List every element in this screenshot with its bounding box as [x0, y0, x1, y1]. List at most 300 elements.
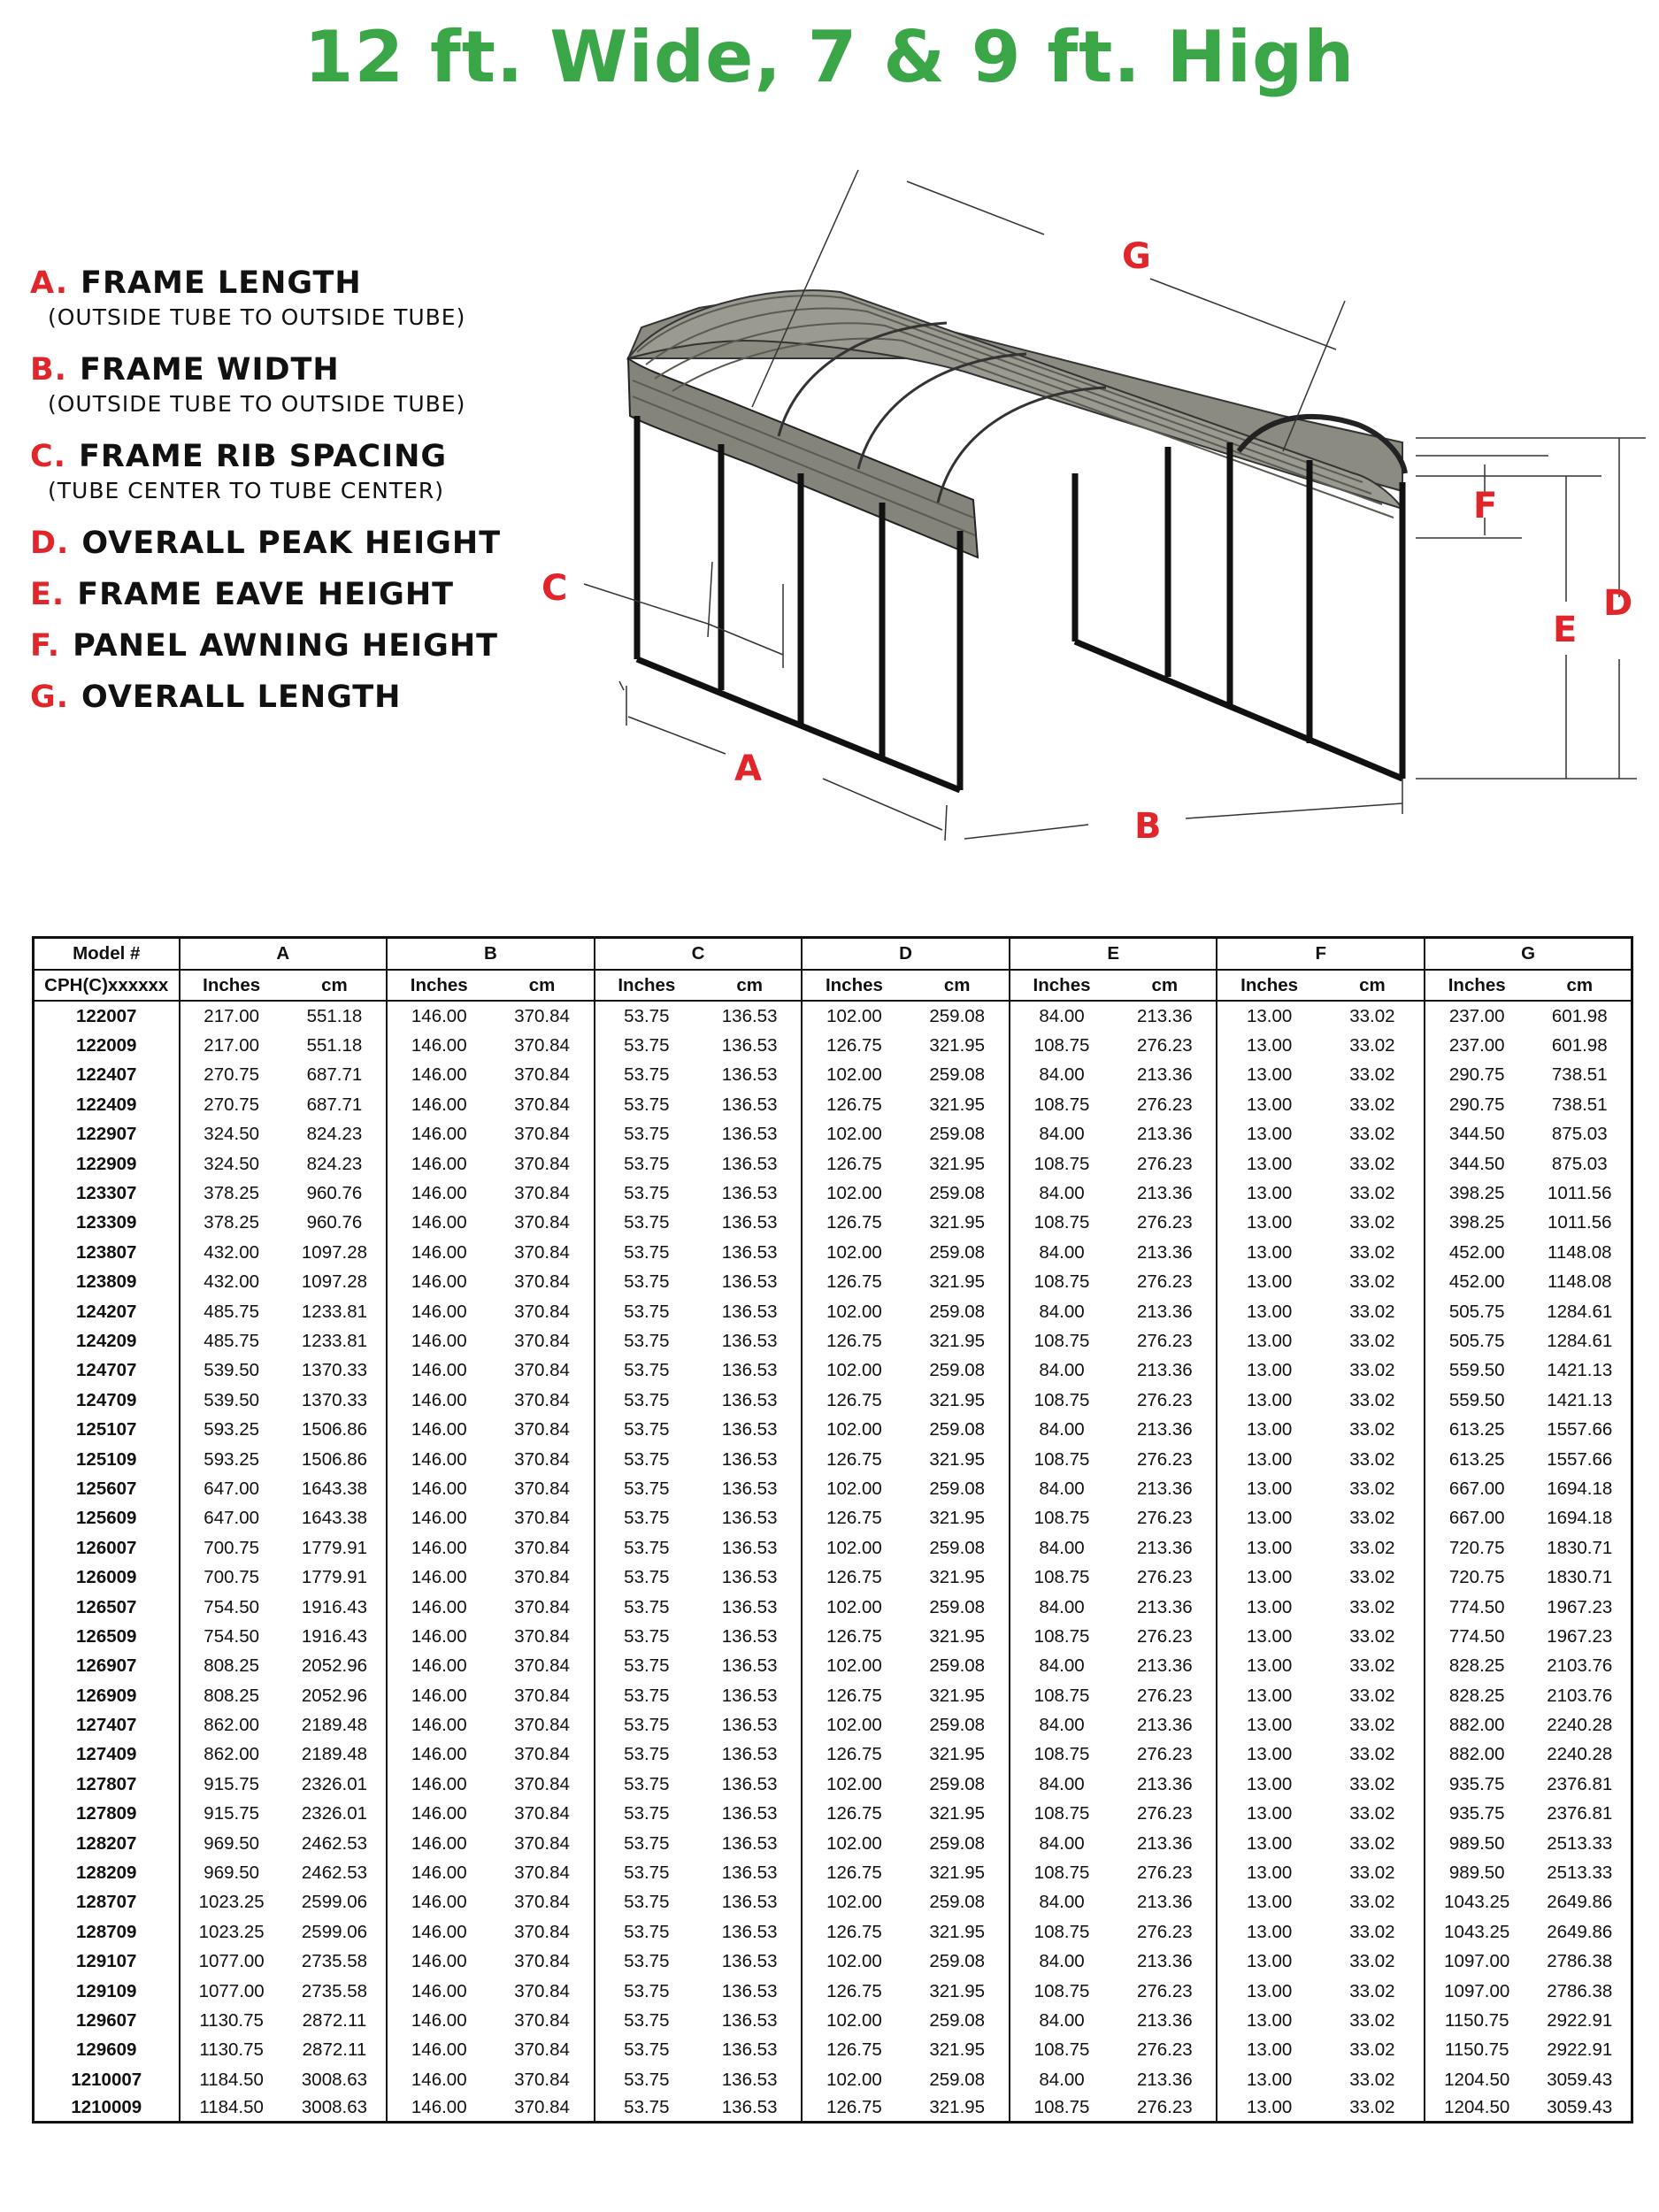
- value-cell: 370.84: [514, 1124, 570, 1145]
- value-cell: 321.95: [929, 1153, 986, 1174]
- header-unit-inches: Inches: [1425, 970, 1528, 1001]
- value-cell: 370.84: [514, 1360, 570, 1381]
- value-cell: 774.50: [1425, 1593, 1528, 1622]
- value-cell: 828.25: [1425, 1652, 1528, 1681]
- table-row: [34, 1710, 1632, 1740]
- model-cell: 124207: [76, 1301, 137, 1322]
- model-cell: 126009: [76, 1567, 137, 1588]
- carport-diagram: [531, 159, 1646, 885]
- table-header-groups: [34, 938, 1632, 971]
- table-row: [34, 1740, 1632, 1770]
- value-cell: 126.75: [802, 1917, 905, 1947]
- value-cell: 539.50: [180, 1356, 283, 1386]
- value-cell: 53.75: [595, 1652, 698, 1681]
- legend-letter: D.: [30, 526, 70, 561]
- legend-text: PANEL AWNING HEIGHT: [73, 628, 499, 664]
- value-cell: 3008.63: [301, 2069, 367, 2090]
- value-cell: 1694.18: [1547, 1508, 1613, 1529]
- value-cell: 33.02: [1349, 1183, 1395, 1204]
- value-cell: 33.02: [1349, 1064, 1395, 1086]
- value-cell: 146.00: [387, 2036, 490, 2065]
- value-cell: 370.84: [514, 1183, 570, 1204]
- legend-label: [30, 575, 579, 614]
- header-group: B: [387, 938, 595, 971]
- value-cell: 687.71: [306, 1064, 363, 1086]
- value-cell: 146.00: [387, 1297, 490, 1326]
- value-cell: 559.50: [1425, 1356, 1528, 1386]
- value-cell: 84.00: [1010, 1238, 1113, 1267]
- value-cell: 539.50: [180, 1386, 283, 1415]
- value-cell: 102.00: [802, 1710, 905, 1740]
- value-cell: 84.00: [1010, 2006, 1113, 2035]
- value-cell: 2872.11: [302, 2009, 367, 2031]
- value-cell: 13.00: [1217, 1120, 1320, 1149]
- value-cell: 136.53: [721, 1094, 778, 1115]
- value-cell: 146.00: [387, 1533, 490, 1563]
- value-cell: 1233.81: [301, 1301, 367, 1322]
- value-cell: 276.23: [1136, 1863, 1193, 1884]
- model-cell: 128707: [76, 1892, 137, 1913]
- table-row: [34, 1415, 1632, 1444]
- value-cell: 136.53: [721, 1153, 778, 1174]
- value-cell: 378.25: [180, 1179, 283, 1208]
- value-cell: 217.00: [180, 1001, 283, 1031]
- value-cell: 321.95: [929, 1744, 986, 1765]
- value-cell: 2922.91: [1547, 2009, 1613, 2031]
- value-cell: 126.75: [802, 1681, 905, 1710]
- table-row: [34, 1504, 1632, 1533]
- value-cell: 259.08: [929, 1892, 986, 1913]
- value-cell: 259.08: [929, 1773, 986, 1794]
- value-cell: 1506.86: [301, 1448, 367, 1470]
- value-cell: 2922.91: [1547, 2039, 1613, 2061]
- value-cell: 1421.13: [1547, 1389, 1613, 1410]
- value-cell: 1421.13: [1547, 1360, 1613, 1381]
- value-cell: 13.00: [1217, 1800, 1320, 1829]
- value-cell: 13.00: [1217, 1149, 1320, 1179]
- value-cell: 126.75: [802, 2036, 905, 2065]
- value-cell: 593.25: [180, 1415, 283, 1444]
- value-cell: 647.00: [180, 1474, 283, 1503]
- value-cell: 213.36: [1136, 2069, 1193, 2090]
- value-cell: 136.53: [721, 1360, 778, 1381]
- value-cell: 213.36: [1136, 1183, 1193, 1204]
- table-row: [34, 2065, 1632, 2094]
- value-cell: 1370.33: [301, 1360, 367, 1381]
- value-cell: 146.00: [387, 2065, 490, 2094]
- table-row: [34, 1179, 1632, 1208]
- value-cell: 1557.66: [1547, 1419, 1613, 1440]
- value-cell: 53.75: [595, 1533, 698, 1563]
- value-cell: 1370.33: [301, 1389, 367, 1410]
- legend-item: [30, 575, 579, 614]
- value-cell: 84.00: [1010, 1652, 1113, 1681]
- value-cell: 2326.01: [301, 1803, 367, 1824]
- legend-letter: E.: [30, 577, 65, 612]
- value-cell: 370.84: [514, 1951, 570, 1972]
- model-cell: 122409: [76, 1094, 137, 1115]
- value-cell: 259.08: [929, 2069, 986, 2090]
- value-cell: 126.75: [802, 1031, 905, 1060]
- value-cell: 505.75: [1425, 1297, 1528, 1326]
- model-cell: 129107: [76, 1951, 137, 1972]
- value-cell: 2240.28: [1547, 1744, 1613, 1765]
- value-cell: 370.84: [514, 1301, 570, 1322]
- value-cell: 102.00: [802, 1770, 905, 1799]
- value-cell: 53.75: [595, 2006, 698, 2035]
- value-cell: 126.75: [802, 1209, 905, 1238]
- value-cell: 126.75: [802, 1622, 905, 1651]
- value-cell: 1284.61: [1547, 1301, 1613, 1322]
- header-group: D: [802, 938, 1010, 971]
- value-cell: 136.53: [721, 1832, 778, 1854]
- model-cell: 122007: [76, 1005, 137, 1026]
- legend-text: OVERALL PEAK HEIGHT: [81, 526, 502, 561]
- value-cell: 862.00: [180, 1710, 283, 1740]
- value-cell: 875.03: [1551, 1153, 1608, 1174]
- value-cell: 370.84: [514, 1803, 570, 1824]
- table-row: [34, 1829, 1632, 1858]
- value-cell: 485.75: [180, 1297, 283, 1326]
- value-cell: 136.53: [721, 1951, 778, 1972]
- legend-subtext: (OUTSIDE TUBE TO OUTSIDE TUBE): [48, 304, 466, 330]
- value-cell: 989.50: [1425, 1858, 1528, 1887]
- value-cell: 1916.43: [301, 1625, 367, 1647]
- value-cell: 33.02: [1349, 1596, 1395, 1617]
- value-cell: 136.53: [721, 2039, 778, 2061]
- model-cell: 128209: [76, 1863, 137, 1884]
- value-cell: 276.23: [1136, 1625, 1193, 1647]
- value-cell: 136.53: [721, 2009, 778, 2031]
- value-cell: 915.75: [180, 1800, 283, 1829]
- value-cell: 370.84: [514, 2039, 570, 2061]
- value-cell: 370.84: [514, 1094, 570, 1115]
- value-cell: 136.53: [721, 1773, 778, 1794]
- value-cell: 276.23: [1136, 1212, 1193, 1233]
- value-cell: 13.00: [1217, 1652, 1320, 1681]
- value-cell: 2052.96: [301, 1685, 367, 1706]
- value-cell: 33.02: [1349, 1094, 1395, 1115]
- value-cell: 33.02: [1349, 1360, 1395, 1381]
- value-cell: 136.53: [721, 1596, 778, 1617]
- value-cell: 321.95: [929, 1508, 986, 1529]
- value-cell: 2462.53: [301, 1863, 367, 1884]
- value-cell: 108.75: [1010, 1268, 1113, 1297]
- value-cell: 33.02: [1349, 1301, 1395, 1322]
- value-cell: 2735.58: [301, 1951, 367, 1972]
- value-cell: 136.53: [721, 1537, 778, 1558]
- value-cell: 136.53: [721, 1715, 778, 1736]
- value-cell: 824.23: [306, 1153, 363, 1174]
- value-cell: 2599.06: [301, 1892, 367, 1913]
- value-cell: 213.36: [1136, 1005, 1193, 1026]
- value-cell: 1150.75: [1425, 2036, 1528, 2065]
- value-cell: 1023.25: [180, 1917, 283, 1947]
- value-cell: 259.08: [929, 1183, 986, 1204]
- model-cell: 128207: [76, 1832, 137, 1854]
- value-cell: 259.08: [929, 1537, 986, 1558]
- value-cell: 2513.33: [1547, 1863, 1613, 1884]
- value-cell: 53.75: [595, 2065, 698, 2094]
- value-cell: 53.75: [595, 1179, 698, 1208]
- value-cell: 53.75: [595, 1947, 698, 1977]
- value-cell: 102.00: [802, 2065, 905, 2094]
- model-cell: 129109: [76, 1980, 137, 2001]
- value-cell: 146.00: [387, 1652, 490, 1681]
- value-cell: 136.53: [721, 1330, 778, 1351]
- dimensions-table: [32, 936, 1633, 2124]
- value-cell: 33.02: [1349, 1863, 1395, 1884]
- value-cell: 551.18: [306, 1035, 363, 1056]
- value-cell: 398.25: [1425, 1179, 1528, 1208]
- value-cell: 290.75: [1425, 1090, 1528, 1119]
- value-cell: 593.25: [180, 1445, 283, 1474]
- value-cell: 1077.00: [180, 1977, 283, 2006]
- value-cell: 1204.50: [1425, 2065, 1528, 2094]
- value-cell: 1011.56: [1547, 1183, 1612, 1204]
- value-cell: 33.02: [1349, 1389, 1395, 1410]
- header-group: F: [1217, 938, 1425, 971]
- header-unit-cm: cm: [283, 970, 387, 1001]
- value-cell: 53.75: [595, 1209, 698, 1238]
- value-cell: 53.75: [595, 1238, 698, 1267]
- table-row: [34, 1031, 1632, 1060]
- value-cell: 33.02: [1349, 1035, 1395, 1056]
- value-cell: 213.36: [1136, 1892, 1193, 1913]
- value-cell: 33.02: [1349, 1478, 1395, 1499]
- value-cell: 33.02: [1349, 1419, 1395, 1440]
- value-cell: 370.84: [514, 1773, 570, 1794]
- header-unit-inches: Inches: [1217, 970, 1320, 1001]
- value-cell: 1097.28: [301, 1241, 367, 1263]
- label-b: B: [1134, 806, 1162, 847]
- value-cell: 13.00: [1217, 1829, 1320, 1858]
- value-cell: 687.71: [306, 1094, 363, 1115]
- value-cell: 33.02: [1349, 1832, 1395, 1854]
- value-cell: 276.23: [1136, 1685, 1193, 1706]
- value-cell: 989.50: [1425, 1829, 1528, 1858]
- value-cell: 53.75: [595, 1268, 698, 1297]
- value-cell: 108.75: [1010, 1977, 1113, 2006]
- value-cell: 13.00: [1217, 1238, 1320, 1267]
- value-cell: 53.75: [595, 2036, 698, 2065]
- value-cell: 370.84: [514, 1921, 570, 1942]
- legend-label: [30, 524, 579, 563]
- value-cell: 754.50: [180, 1593, 283, 1622]
- value-cell: 321.95: [929, 1803, 986, 1824]
- value-cell: 136.53: [721, 1183, 778, 1204]
- value-cell: 321.95: [929, 2039, 986, 2061]
- value-cell: 102.00: [802, 1474, 905, 1503]
- value-cell: 102.00: [802, 1888, 905, 1917]
- value-cell: 136.53: [721, 1212, 778, 1233]
- value-cell: 53.75: [595, 1297, 698, 1326]
- value-cell: 53.75: [595, 1474, 698, 1503]
- value-cell: 33.02: [1349, 1625, 1395, 1647]
- model-cell: 123309: [76, 1212, 137, 1233]
- table-row: [34, 1120, 1632, 1149]
- model-cell: 125609: [76, 1508, 137, 1529]
- value-cell: 126.75: [802, 1858, 905, 1887]
- value-cell: 136.53: [721, 1064, 778, 1086]
- value-cell: 1204.50: [1425, 2094, 1528, 2123]
- value-cell: 276.23: [1136, 1980, 1193, 2001]
- value-cell: 13.00: [1217, 1593, 1320, 1622]
- value-cell: 551.18: [306, 1005, 363, 1026]
- model-cell: 126909: [76, 1685, 137, 1706]
- value-cell: 217.00: [180, 1031, 283, 1060]
- header-unit-cm: cm: [1321, 970, 1425, 1001]
- value-cell: 370.84: [514, 1567, 570, 1588]
- value-cell: 969.50: [180, 1858, 283, 1887]
- model-cell: 126007: [76, 1537, 137, 1558]
- value-cell: 1643.38: [301, 1478, 367, 1499]
- value-cell: 126.75: [802, 1326, 905, 1356]
- value-cell: 136.53: [721, 1685, 778, 1706]
- value-cell: 1916.43: [301, 1596, 367, 1617]
- value-cell: 321.95: [929, 1448, 986, 1470]
- value-cell: 2735.58: [301, 1980, 367, 2001]
- label-e: E: [1553, 610, 1578, 650]
- value-cell: 321.95: [929, 1863, 986, 1884]
- value-cell: 259.08: [929, 1419, 986, 1440]
- value-cell: 1830.71: [1547, 1537, 1613, 1558]
- value-cell: 13.00: [1217, 1474, 1320, 1503]
- value-cell: 108.75: [1010, 1386, 1113, 1415]
- value-cell: 53.75: [595, 1710, 698, 1740]
- value-cell: 1043.25: [1425, 1917, 1528, 1947]
- table-row: [34, 1356, 1632, 1386]
- value-cell: 136.53: [721, 1005, 778, 1026]
- value-cell: 126.75: [802, 1090, 905, 1119]
- table-row: [34, 1268, 1632, 1297]
- value-cell: 700.75: [180, 1563, 283, 1592]
- value-cell: 126.75: [802, 1504, 905, 1533]
- value-cell: 108.75: [1010, 2094, 1113, 2123]
- value-cell: 102.00: [802, 1297, 905, 1326]
- value-cell: 370.84: [514, 1744, 570, 1765]
- value-cell: 13.00: [1217, 1888, 1320, 1917]
- legend-item: [30, 524, 579, 563]
- value-cell: 13.00: [1217, 1947, 1320, 1977]
- value-cell: 102.00: [802, 1829, 905, 1858]
- legend-label: [30, 350, 579, 389]
- value-cell: 33.02: [1349, 1271, 1395, 1293]
- value-cell: 324.50: [180, 1120, 283, 1149]
- value-cell: 213.36: [1136, 1537, 1193, 1558]
- value-cell: 321.95: [929, 1094, 986, 1115]
- value-cell: 1184.50: [180, 2094, 283, 2123]
- header-group: C: [595, 938, 803, 971]
- header-unit-cm: cm: [906, 970, 1010, 1001]
- value-cell: 2326.01: [301, 1773, 367, 1794]
- value-cell: 828.25: [1425, 1681, 1528, 1710]
- table-row: [34, 1297, 1632, 1326]
- value-cell: 13.00: [1217, 1740, 1320, 1770]
- value-cell: 53.75: [595, 1829, 698, 1858]
- value-cell: 84.00: [1010, 1474, 1113, 1503]
- value-cell: 33.02: [1349, 1892, 1395, 1913]
- value-cell: 1779.91: [301, 1537, 367, 1558]
- table-row: [34, 1563, 1632, 1592]
- value-cell: 13.00: [1217, 1710, 1320, 1740]
- value-cell: 1643.38: [301, 1508, 367, 1529]
- value-cell: 1077.00: [180, 1947, 283, 1977]
- model-cell: 122407: [76, 1064, 137, 1086]
- value-cell: 213.36: [1136, 1124, 1193, 1145]
- value-cell: 126.75: [802, 1445, 905, 1474]
- value-cell: 647.00: [180, 1504, 283, 1533]
- value-cell: 136.53: [721, 1241, 778, 1263]
- value-cell: 102.00: [802, 1061, 905, 1090]
- value-cell: 108.75: [1010, 1090, 1113, 1119]
- header-unit-cm: cm: [1528, 970, 1632, 1001]
- model-cell: 122909: [76, 1153, 137, 1174]
- value-cell: 136.53: [721, 1448, 778, 1470]
- value-cell: 53.75: [595, 1622, 698, 1651]
- value-cell: 1967.23: [1547, 1596, 1613, 1617]
- value-cell: 146.00: [387, 1001, 490, 1031]
- value-cell: 213.36: [1136, 1301, 1193, 1322]
- value-cell: 146.00: [387, 1326, 490, 1356]
- table-row: [34, 1800, 1632, 1829]
- value-cell: 33.02: [1349, 1330, 1395, 1351]
- model-cell: 123307: [76, 1183, 137, 1204]
- value-cell: 2513.33: [1547, 1832, 1613, 1854]
- value-cell: 1148.08: [1547, 1271, 1612, 1293]
- legend-text: FRAME EAVE HEIGHT: [77, 577, 455, 612]
- header-group: E: [1010, 938, 1217, 971]
- value-cell: 370.84: [514, 1832, 570, 1854]
- value-cell: 33.02: [1349, 1951, 1395, 1972]
- value-cell: 108.75: [1010, 1740, 1113, 1770]
- value-cell: 102.00: [802, 1593, 905, 1622]
- value-cell: 146.00: [387, 1504, 490, 1533]
- value-cell: 33.02: [1349, 1153, 1395, 1174]
- value-cell: 13.00: [1217, 1268, 1320, 1297]
- value-cell: 237.00: [1425, 1031, 1528, 1060]
- value-cell: 53.75: [595, 1888, 698, 1917]
- value-cell: 13.00: [1217, 1681, 1320, 1710]
- value-cell: 276.23: [1136, 1271, 1193, 1293]
- table-row: [34, 1090, 1632, 1119]
- value-cell: 1097.00: [1425, 1947, 1528, 1977]
- legend-label: [30, 678, 579, 717]
- value-cell: 276.23: [1136, 1330, 1193, 1351]
- value-cell: 2872.11: [302, 2039, 367, 2061]
- model-cell: 123809: [76, 1271, 137, 1293]
- value-cell: 13.00: [1217, 1031, 1320, 1060]
- value-cell: 370.84: [514, 2069, 570, 2090]
- value-cell: 862.00: [180, 1740, 283, 1770]
- value-cell: 321.95: [929, 2097, 986, 2118]
- value-cell: 13.00: [1217, 2065, 1320, 2094]
- value-cell: 146.00: [387, 1061, 490, 1090]
- value-cell: 84.00: [1010, 1829, 1113, 1858]
- value-cell: 259.08: [929, 1951, 986, 1972]
- legend-subtext: (OUTSIDE TUBE TO OUTSIDE TUBE): [48, 391, 466, 417]
- value-cell: 136.53: [721, 1271, 778, 1293]
- value-cell: 146.00: [387, 1386, 490, 1415]
- value-cell: 102.00: [802, 2006, 905, 2035]
- value-cell: 370.84: [514, 2009, 570, 2031]
- value-cell: 808.25: [180, 1652, 283, 1681]
- value-cell: 146.00: [387, 1179, 490, 1208]
- value-cell: 720.75: [1425, 1563, 1528, 1592]
- value-cell: 33.02: [1349, 1803, 1395, 1824]
- value-cell: 126.75: [802, 1386, 905, 1415]
- value-cell: 33.02: [1349, 1212, 1395, 1233]
